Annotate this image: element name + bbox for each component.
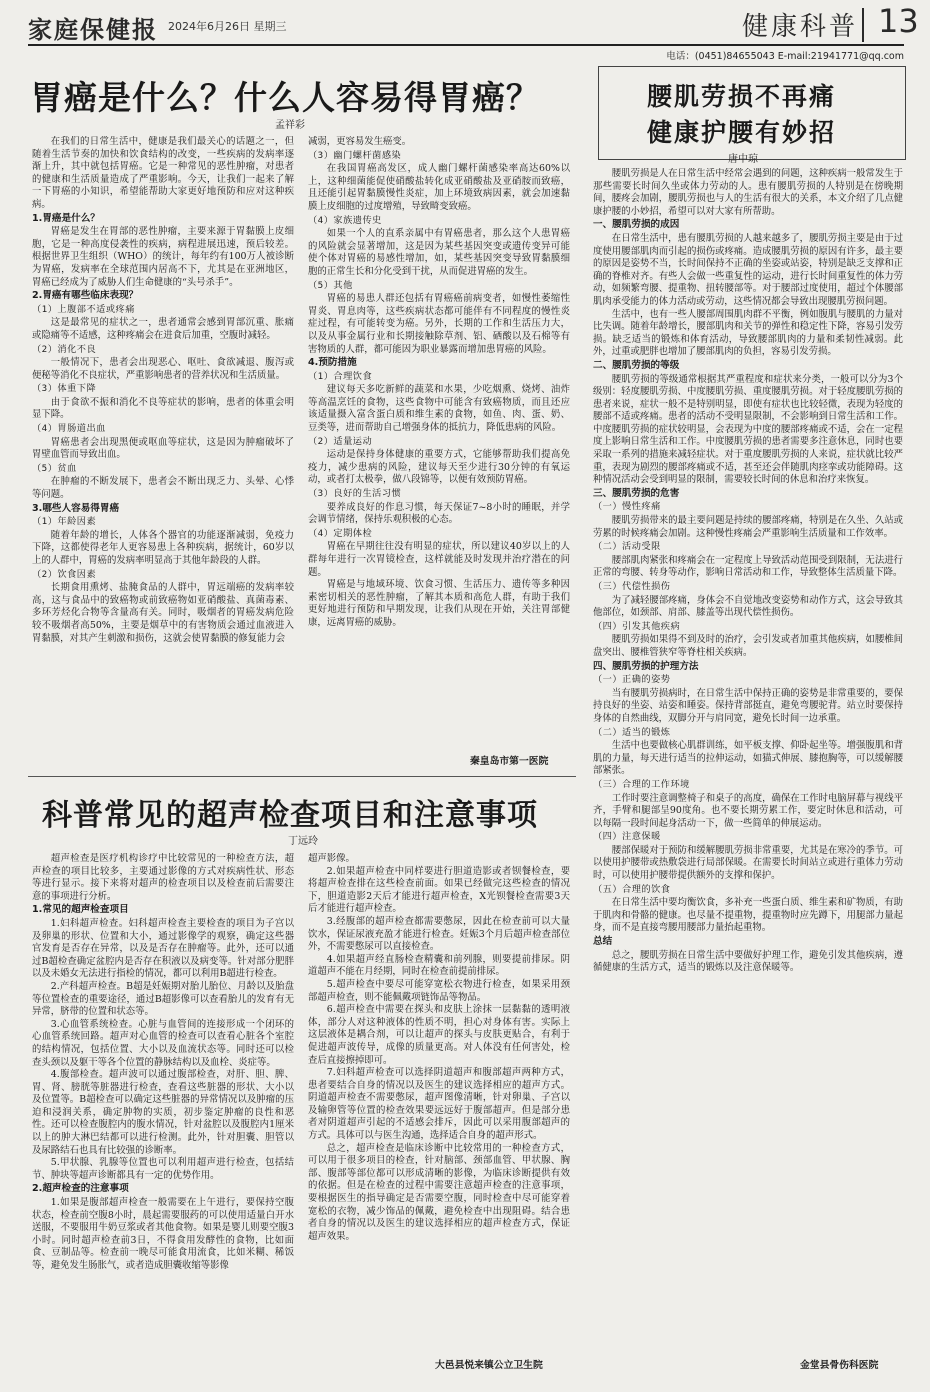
article3-title-box — [598, 66, 906, 160]
sub-heading: （5）贫血 — [32, 462, 77, 474]
section-heading: 总结 — [593, 936, 613, 948]
paragraph: 在日常生活中，患有腰肌劳损的人越来越多了，腰肌劳损主要是由于过度使用腰部肌肉而引起的损伤或疼痛。造成腰肌劳损的原因有许多，最主要的原因是姿势不当，长时间保持不正确的坐姿或站姿，特别是缺乏支撑和正确的脊椎对齐。有些人会做一些重复性的运动，进行长时间重复性的体力劳动，如频繁弯腰、提重物、扭转腰部等。对于腰部过度使用，超过个体腰部肌肉承受能力的体力活动或劳动，这些情况都会导致出现腰肌劳损问题。 — [593, 232, 903, 307]
article1-author: 孟祥彩 — [275, 120, 305, 131]
sub-heading: （一）慢性疼痛 — [593, 501, 661, 513]
paragraph: 运动是保持身体健康的重要方式，它能够帮助我们提高免疫力，减少患病的风险，建议每天至少进行30分钟的有氧运动，或者打太极拳，做八段锦等，以便有效预防胃癌。 — [308, 449, 570, 486]
sub-heading: （四）引发其他疾病 — [593, 620, 681, 632]
contact-info: 电话：(0451)84655043 E-mail:21941771@qq.com — [666, 51, 904, 62]
paragraph: 2.如果超声检查中同样要进行胆道造影或者钡餐检查，要将超声检查排在这些检查前面。如果已经做完这些检查的情况下，胆道造影2天后才能进行超声检查，X光钡餐检查需要3天后才能进行超声检查。 — [308, 865, 570, 915]
section-heading: 3.哪些人容易得胃癌 — [32, 502, 120, 514]
article2-org: 大邑县悦来镇公立卫生院 — [435, 1360, 543, 1371]
sub-heading: （2）消化不良 — [32, 343, 97, 355]
section-heading: 三、腰肌劳损的危害 — [593, 487, 680, 499]
paragraph: 为了减轻腰部疼痛，身体会不自觉地改变姿势和动作方式，这会导致其他部位，如颈部、肩部、膝盖等出现代偿性损伤。 — [593, 594, 903, 619]
paragraph: 6.超声检查中需要在探头和皮肤上涂抹一层黏黏的透明液体，部分人对这种液体的性质不明，担心对身体有害。实际上这层液体是耦合剂，可以让超声的探头与皮肤更贴合，有利于促进超声波传导，成像的质量更高。对人体没有任何害处，检查后直接擦掉即可。 — [308, 1004, 570, 1066]
section-name: 健康科普 — [742, 12, 859, 42]
paragraph: 1.妇科超声检查。妇科超声检查主要检查的项目为子宫以及卵巢的形状、位置和大小，通过影像学的观察，确定这些器官发育是否存在异常，以及是否存在肿瘤等。此外，还可以通过B超检查确定盆腔内是否存在积液以及病变等。针对部分肥胖以及未婚女无法进行指检的情况，都可以利用B超进行检查。 — [32, 917, 294, 980]
page-number: 13 — [878, 2, 919, 40]
sub-heading: （5）其他 — [308, 279, 353, 291]
paragraph: 胃癌是与地域环境、饮食习惯、生活压力、遗传等多种因素密切相关的恶性肿瘤，了解其本质和高危人群，有助于我们更好地进行预防和早期发现，让我们从现在开始，关注胃部健康，远离胃癌的威胁。 — [308, 579, 570, 628]
article1-column-1 — [32, 136, 294, 776]
paragraph: 在肿瘤的不断发展下，患者会不断出现乏力、头晕、心悸等问题。 — [32, 476, 294, 501]
masthead-divider — [862, 8, 864, 42]
paragraph: 腰肌劳损如果得不到及时的治疗，会引发或者加重其他疾病，如腰椎间盘突出、腰椎管狭窄等脊柱相关疾病。 — [593, 634, 903, 658]
sub-heading: （2）饮食因素 — [32, 568, 97, 580]
article1-title: 胃癌是什么？什么人容易得胃癌？ — [30, 78, 540, 117]
paragraph: 5.甲状腺、乳腺等位置也可以利用超声进行检查，包括结节、肿块等超声诊断都具有一定的优势作用。 — [32, 1157, 294, 1181]
paragraph: 在我们的日常生活中，健康是我们最关心的话题之一，但随着生活节奏的加快和饮食结构的改变，一些疾病的发病率逐渐上升，其中就包括胃癌。它是一种常见的恶性肿瘤，对患者的健康和生活质量造成了严重影响。今天，让我们一起来了解一下胃癌的小知识，希望能帮助大家更好地预防和应对这种疾病。 — [32, 136, 294, 210]
paragraph: 腰部肌肉紧张和疼痛会在一定程度上导致活动范围受到限制，无法进行正常的弯腰、转身等动作，影响日常活动和工作，导致整体生活质量下降。 — [593, 554, 903, 579]
masthead-rule — [28, 44, 904, 46]
issue-date: 2024年6月26日 星期三 — [168, 20, 287, 33]
sub-heading: （3）体重下降 — [32, 383, 97, 395]
article1-column-2 — [308, 136, 570, 746]
paragraph: 腰部保暖对于预防和缓解腰肌劳损非常重要，尤其是在寒冷的季节。可以使用护腰带或热敷袋进行局部保暖。在需要长时间站立或进行重体力劳动时，可以使用护腰带提供额外的支撑和保护。 — [593, 844, 903, 882]
sub-heading: （三）代偿性损伤 — [593, 581, 671, 592]
paragraph: 长期食用熏烤、盐腌食品的人群中，胃远端癌的发病率较高，这与食品中的致癌物或前致癌物如亚硝酸盐、真菌毒素、多环芳烃化合物等含量高有关。同时，吸烟者的胃癌发病危险较不吸烟者高50%，主要是烟草中的有害物质会通过血液进入胃黏膜，对其产生刺激和损伤，这就会使胃黏膜的修复能力会 — [32, 582, 294, 644]
paragraph: 生活中，也有一些人腰部周围肌肉群不平衡，例如腹肌与腰肌的力量对比失调。随着年龄增长，腰部肌肉和关节的弹性和稳定性下降，容易引发劳损。缺乏适当的锻炼和体育活动，导致腰部肌肉的力量和柔韧性减弱。此外，过重或肥胖也增加了腰部肌肉的负担，容易引发劳损。 — [593, 308, 903, 358]
paragraph: 超声检查是医疗机构诊疗中比较常见的一种检查方法，超声检查的项目比较多，主要通过影像的方式对疾病性状、形态等进行显示。接下来将对超声的检查项目以及检查前后需要注意的事项进行分析。 — [32, 853, 294, 902]
article2-title: 科普常见的超声检查项目和注意事项 — [42, 798, 538, 833]
paragraph: 这是最常见的症状之一，患者通常会感到胃部沉重、胀痛或隐痛等不适感，这种疼痛会在进食后加重，空腹时减轻。 — [32, 317, 294, 341]
paper-name: 家庭保健报 — [28, 16, 158, 44]
sub-heading: （五）合理的饮食 — [593, 883, 671, 895]
paragraph: 总之，腰肌劳损在日常生活中要做好护理工作，避免引发其他疾病，遵循健康的生活方式，适当的锻炼以及注意保暖等。 — [593, 949, 903, 974]
article2-column-2 — [308, 853, 570, 1353]
sub-heading: （1）上腹部不适或疼痛 — [32, 303, 135, 315]
section-heading: 2.胃癌有哪些临床表现？ — [32, 290, 139, 302]
paragraph: 胃癌是发生在胃部的恶性肿瘤，主要来源于胃黏膜上皮细胞，它是一种高度侵袭性的疾病，病程进展迅速，预后较差。根据世界卫生组织（WHO）的统计，每年约有100万人被诊断为胃癌，发病率在全球范围内居高不下，尤其是在亚洲地区，胃癌已经成为了威胁人们生命健康的“头号杀手”。 — [32, 226, 294, 288]
sub-heading: （3）良好的生活习惯 — [308, 488, 402, 500]
paragraph: 当有腰肌劳损病时，在日常生活中保持正确的姿势是非常重要的，要保持良好的坐姿、站姿和睡姿。保持背部挺直，避免弯腰驼背。站立时要保持身体的自然曲线，双脚分开与肩同宽，避免长时间一边承重。 — [593, 687, 903, 724]
sub-heading: （二）活动受限 — [593, 541, 661, 553]
paragraph: 在日常生活中要均衡饮食，多补充一些蛋白质、维生素和矿物质，有助于肌肉和骨骼的健康。也尽量不提重物，提重物时应先蹲下，用腿部力量起身，而不是直接弯腰用腰部力量抬起重物。 — [593, 897, 903, 934]
paragraph: 要养成良好的作息习惯，每天保证7~8小时的睡眠，并学会调节情绪，保持乐观积极的心态。 — [308, 501, 570, 526]
paragraph: 总之，超声检查是临床诊断中比较常用的一种检查方式，可以用于很多项目的检查，针对脑部、颈部血管、甲状腺、胸部、腹部等部位都可以形成清晰的影像，为临床诊断提供有效的依据。但是在检查的过程中需要注意超声检查的注意事项，要根据医生的指导确定是否需要空腹，同时检查中尽可能穿着宽松的衣物，减少饰品的佩戴，避免检查中出现阻碍。结合患者自身的情况以及医生的建议选择相应的超声检查方式，保证超声效果。 — [308, 1142, 570, 1242]
paragraph: 胃癌的易患人群还包括有胃癌癌前病变者，如慢性萎缩性胃炎、胃息肉等，这些疾病状态都可能伴有不同程度的慢性炎症过程，有可能转变为癌。另外，长期的工作和生活压力大，以及从事金属行业和长期接触除草剂、铝、硒酸以及石棉等有害物质的人群，都可能因为职业暴露而增加患胃癌的风险。 — [308, 293, 570, 355]
article1-org: 秦皇岛市第一医院 — [470, 756, 549, 767]
paragraph: 胃癌在早期往往没有明显的症状，所以建议40岁以上的人群每年进行一次胃镜检查，这样就能及时发现并治疗潜在的问题。 — [308, 541, 570, 578]
sub-heading: （4）定期体检 — [308, 527, 373, 539]
paragraph: 腰肌劳损的等级通常根据其严重程度和症状来分类，一般可以分为3个级别：轻度腰肌劳损、中度腰肌劳损、重度腰肌劳损。对于轻度腰肌劳损的患者来说，症状一般不是特别明显，即使有症状也比较轻微，表现为轻度的腰部不适或疼痛。患者的活动不受明显限制，不会影响到日常生活和工作。中度腰肌劳损的症状较明显，会表现为中度的腰部疼痛或不适，会在一定程度上影响日常生活和工作。中度腰肌劳损的患者需要多注意休息，同时也要采取一系列的措施来减轻症状。对于重度腰肌劳损的人来说，症状就比较严重，表现为剧烈的腰部疼痛或不适，甚至还会伴随肌肉痉挛或功能障碍。这种情况活动会受到明显的限制，需要较长时间的休息和治疗来恢复。 — [593, 373, 903, 486]
article3-org: 金堂县骨伤科医院 — [800, 1360, 879, 1371]
paragraph: 随着年龄的增长，人体各个器官的功能逐渐减弱，免疫力下降，这都使得老年人更容易患上各种疾病，据统计，60岁以上的人群中，胃癌的发病率明显高于其他年龄段的人群。 — [32, 529, 294, 566]
paragraph: 减弱，更容易发生癌变。 — [308, 136, 412, 147]
section-heading: 四、腰肌劳损的护理方法 — [593, 660, 699, 672]
section-divider — [28, 776, 576, 777]
paragraph: 3.经腹部的超声检查都需要憋尿，因此在检查前可以大量饮水，保证尿液充盈才能进行检查。妊娠3个月后超声检查部位外，不需要憋尿可以直接检查。 — [308, 915, 570, 953]
paragraph: 3.心血管系统检查。心脏与血管间的连接形成一个闭环的心血管系统回路。超声对心血管的检查可以查看心脏各个室腔的结构情况，包括位置、大小以及血流状态等。同时还可以检查头颈以及躯干等各个位置的静脉结构以及血栓、炎症等。 — [32, 1018, 294, 1068]
section-heading: 一、腰肌劳损的成因 — [593, 219, 680, 231]
paragraph: 在我国胃癌高发区，成人幽门螺杆菌感染率高达60%以上，这种细菌能促使硝酸盐转化成亚硝酸盐及亚硝胺而致癌，且还能引起胃黏膜慢性炎症，加上环境致病因素，就会加速黏膜上皮细胞的过度增殖，导致畸变致癌。 — [308, 163, 570, 212]
paragraph: 如果一个人的直系亲属中有胃癌患者，那么这个人患胃癌的风险就会显著增加，这是因为某些基因突变或遗传变异可能使个体对胃癌的易感性增加，如，某些基因突变导致胃黏膜细胞的正常生长和分化受到干扰，从而促进胃癌的发生。 — [308, 228, 570, 277]
article3-author: 唐中琼 — [728, 154, 758, 165]
sub-heading: （4）胃肠道出血 — [32, 423, 106, 435]
paragraph: 腰肌劳损是人在日常生活中经常会遇到的问题，这种疾病一般常发生于那些需要长时间久坐或体力劳动的人。患有腰肌劳损的人特别是在傍晚期间，腰疼会加剧，腰肌劳损也与人的生活有很大的关系，本文介绍了几点健康护腰的小妙招，希望可以对大家有所帮助。 — [593, 168, 903, 217]
paragraph: 超声影像。 — [308, 853, 355, 864]
section-heading: 2.超声检查的注意事项 — [32, 1183, 129, 1195]
paragraph: 4.腹部检查。超声波可以通过腹部检查，对肝、胆、脾、胃、肾、膀胱等脏器进行检查，查看这些脏器的形状、大小以及位置等。B超检查可以确定这些脏器的异常情况以及肿瘤的压迫和浸润关系，确定肿物的实质，初步鉴定肿瘤的良性和恶性。还可以检查腹腔内的腹水情况，针对盆腔以及腹腔内1厘米以上的肿大淋巴结都可以进行检测。此外，针对胆囊、胆管以及尿路结石也具有比较强的诊断率。 — [32, 1069, 294, 1156]
sub-heading: （一）正确的姿势 — [593, 674, 671, 686]
sub-heading: （4）家族遗传史 — [308, 214, 382, 226]
paragraph: 由于食欲不振和消化不良等症状的影响，患者的体重会明显下降。 — [32, 396, 294, 421]
paragraph: 7.妇科超声检查可以选择阴道超声和腹部超声两种方式，患者要结合自身的情况以及医生的建议选择相应的超声方式。阴道超声检查不需要憋尿，超声图像清晰，针对卵巢、子宫以及输卵管等位置的检查效果要远远好于腹部超声。但是部分患者对阴道超声引起的不适感会排斥，因此可以采用腹部超声的方式。具体可以与医生沟通，选择适合自身的超声形式。 — [308, 1067, 570, 1142]
paragraph: 1.如果是腹部超声检查一般需要在上午进行，要保持空腹状态，检查前空腹8小时，晨起需要服药的可以使用适量白开水送服，不要服用牛奶豆浆或者其他食物。如果是婴儿则要空腹3小时。同时超声检查前3日，不得食用发酵性的食物，比如面食、豆制品等。检查前一晚尽可能食用流食，比如米糊、稀饭等，避免发生肠胀气，或者造成胆囊收缩等影像 — [32, 1197, 294, 1271]
paragraph: 一般情况下，患者会出现恶心、呕吐、食欲减退、腹泻或便秘等消化不良症状，严重影响患者的营养状况和生活质量。 — [32, 357, 294, 381]
article3-title-line-1: 腰肌劳损不再痛 — [647, 82, 837, 111]
paragraph: 4.如果超声经直肠检查精囊和前列腺，则要提前排尿。阴道超声不能在月经期，同时在检查前提前排尿。 — [308, 953, 570, 978]
article2-author: 丁远玲 — [288, 836, 318, 847]
sub-heading: （二）适当的锻炼 — [593, 726, 671, 738]
sub-heading: （四）注意保暖 — [593, 831, 661, 843]
article3-body — [593, 168, 903, 1346]
section-heading: 二、腰肌劳损的等级 — [593, 359, 680, 371]
sub-heading: （1）合理饮食 — [308, 370, 373, 382]
sub-heading: （3）幽门螺杆菌感染 — [308, 149, 402, 161]
paragraph: 腰肌劳损带来的最主要问题是持续的腰部疼痛，特别是在久坐、久站或劳累的时候疼痛会加剧。这种慢性疼痛会严重影响生活质量和工作效率。 — [593, 515, 903, 539]
masthead — [0, 0, 930, 62]
paragraph: 工作时要注意调整椅子和桌子的高度，确保在工作时电脑屏幕与视线平齐，手臂和腿部呈90度角。也不要长期劳累工作，要定时休息和活动，可以每隔一段时间起身活动一下，做一些简单的伸展运动。 — [593, 792, 903, 829]
paragraph: 5.超声检查中要尽可能穿宽松衣物进行检查，如果采用颈部超声检查，则不能佩戴项链饰品等物品。 — [308, 978, 570, 1003]
article2-column-1 — [32, 853, 294, 1383]
sub-heading: （三）合理的工作环境 — [593, 778, 690, 790]
paragraph: 建议每天多吃新鲜的蔬菜和水果，少吃烟熏、烧烤、油炸等高温烹饪的食物，这些食物中可能含有致癌物质，而且还应该适量摄入富含蛋白质和维生素的食物，如鱼、肉、蛋、奶、豆类等，进而帮助自己增强身体的抵抗力，降低患病的风险。 — [308, 384, 570, 434]
paragraph: 2.产科超声检查。B超是妊娠期对胎儿胎位、月龄以及胎盘等位置检查的重要途径，通过B超影像可以查看胎儿的发育有无异常，脐带的位置和状态等。 — [32, 980, 294, 1018]
sub-heading: （2）适量运动 — [308, 435, 373, 447]
sub-heading: （1）年龄因素 — [32, 516, 97, 528]
section-heading: 4.预防措施 — [308, 357, 357, 369]
section-heading: 1.胃癌是什么？ — [32, 212, 100, 224]
paragraph: 生活中也要做核心肌群训练，如平板支撑、仰卧起坐等。增强腹肌和背肌的力量，每天进行适当的拉伸运动，如猫式伸展、膝抱胸等，可以缓解腰部紧张。 — [593, 740, 903, 777]
article3-title-line-2: 健康护腰有妙招 — [647, 118, 837, 147]
paragraph: 胃癌患者会出现黑便或呕血等症状，这是因为肿瘤破坏了胃壁血管而导致出血。 — [32, 436, 294, 461]
section-heading: 1.常见的超声检查项目 — [32, 904, 129, 916]
